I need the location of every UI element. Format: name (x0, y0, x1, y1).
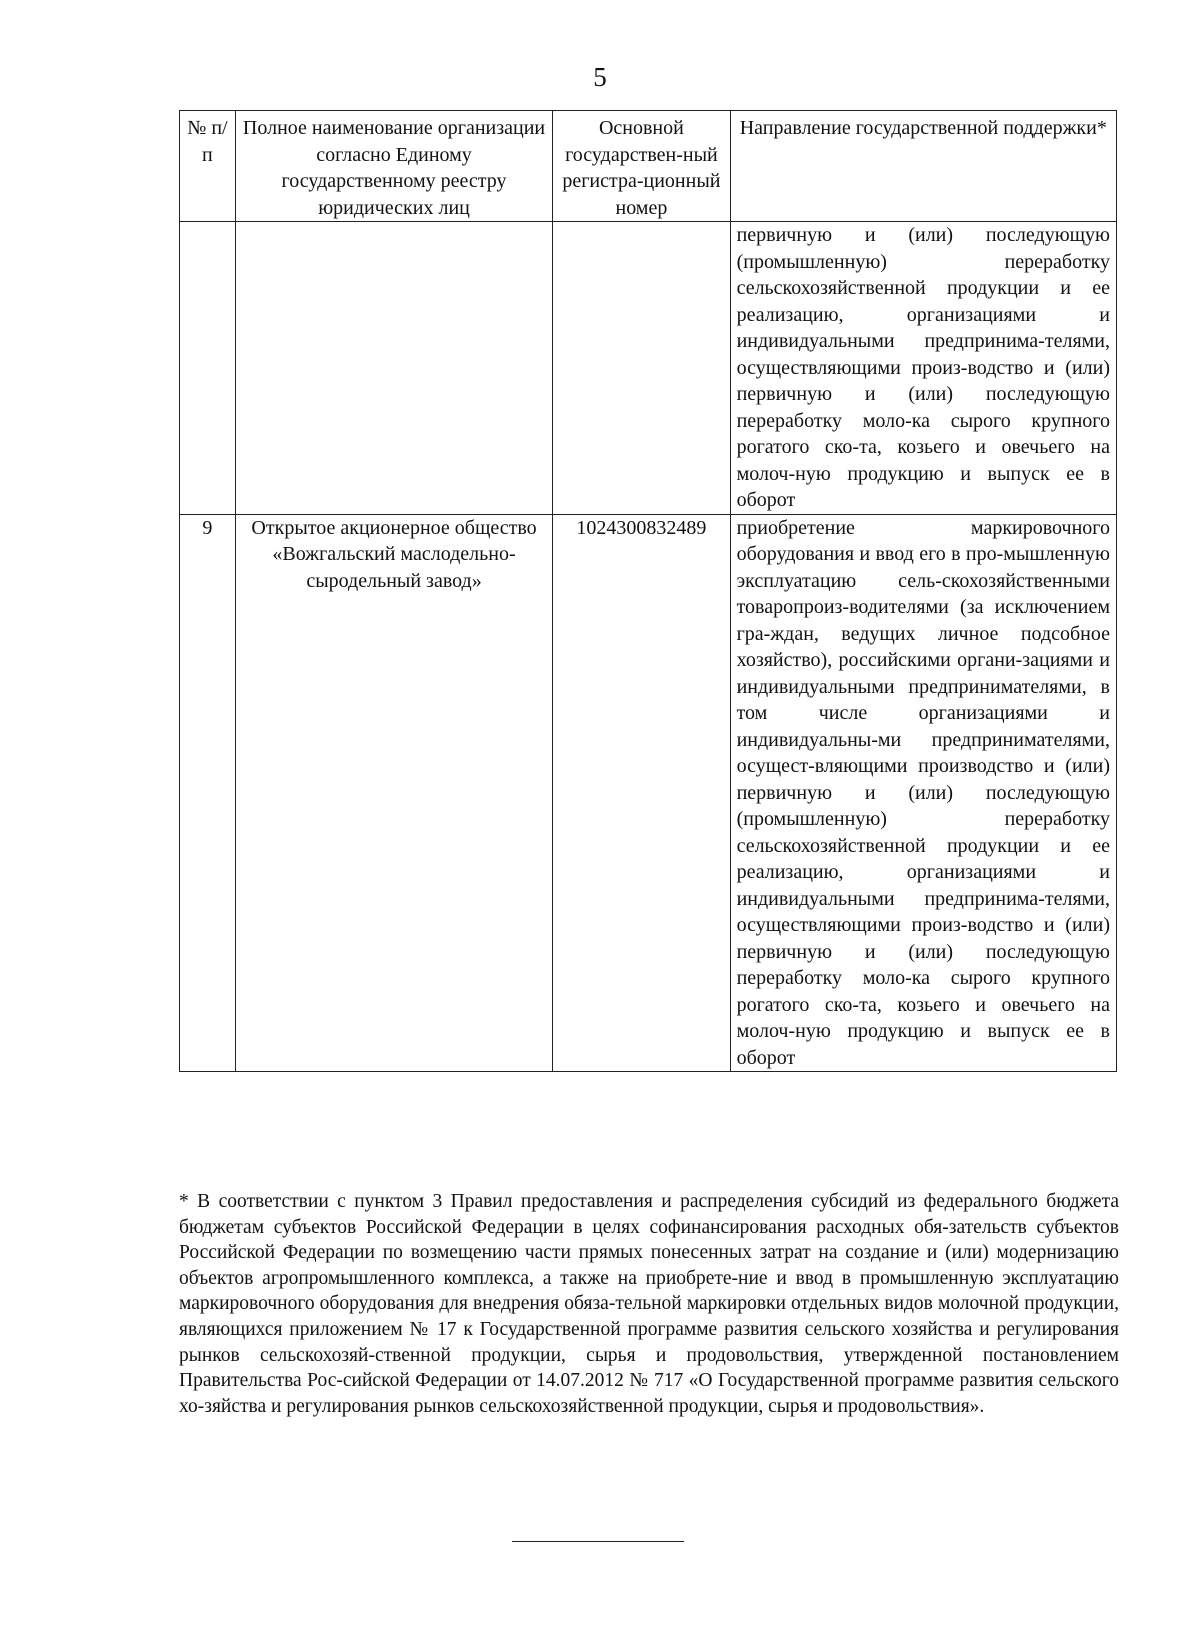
ogrn-value: 1024300832489 (553, 514, 730, 1072)
end-divider (512, 1541, 684, 1542)
table-row (180, 514, 1117, 1072)
row-number: 9 (180, 514, 236, 1072)
header-organization-name: Полное наименование организации согласно Единому государственному реестру юридических лиц (235, 111, 552, 222)
ogrn-value (553, 222, 730, 515)
header-support-direction: Направление государственной поддержки* (730, 111, 1116, 222)
footnote: * В соответствии с пунктом 3 Правил предоставления и распределения субсидий из федерального бюджета бюджетам субъектов Российской Федерации в целях софинансирования расходных обя-зательств субъектов Российской Федерации по возмещению части прямых понесенных затрат на создание и (или) модернизацию объектов агропромышленного комплекса, а также на приобрете-ние и ввод в промышленную эксплуатацию маркировочного оборудования для внедрения обяза-тельной маркировки отдельных видов молочной продукции, являющихся приложением № 17 к Государственной программе развития сельского хозяйства и регулирования рынков сельскохозяй-ственной продукции, сырья и продовольствия, утвержденной постановлением Правительства Рос-сийской Федерации от 14.07.2012 № 717 «О Государственной программе развития сельского хо-зяйства и регулирования рынков сельскохозяйственной продукции, сырья и продовольствия». (179, 1191, 1119, 1417)
organization-name (235, 222, 552, 515)
header-ogrn: Основной государствен-ный регистра-ционный номер (553, 111, 730, 222)
support-direction: приобретение маркировочного оборудования и ввод его в про-мышленную эксплуатацию сель-скохозяйственными товаропроиз-водителями (за исключением гра-ждан, ведущих личное подсобное хозяйство), российскими органи-зациями и индивидуальными предпринимателями, в том числе организациями и индивидуальны-ми предпринимателями, осущест-вляющими производство и (или) первичную и (или) последующую (промышленную) переработку сельскохозяйственной продукции и ее реализацию, организациями и индивидуальными предпринима-телями, осуществляющими произ-водство и (или) первичную и (или) последующую переработку моло-ка сырого крупного рогатого ско-та, козьего и овечьего на молоч-ную продукцию и выпуск ее в оборот (730, 514, 1116, 1072)
header-number: № п/п (180, 111, 236, 222)
organization-name: Открытое акционерное общество «Вожгальский маслодельно-сыродельный завод» (235, 514, 552, 1072)
support-direction: первичную и (или) последующую (промышленную) переработку сельскохозяйственной продукции и ее реализацию, организациями и индивидуальными предпринима-телями, осуществляющими произ-водство и (или) первичную и (или) последующую переработку моло-ка сырого крупного рогатого ско-та, козьего и овечьего на молоч-ную продукцию и выпуск ее в оборот (730, 222, 1116, 515)
table-row (180, 222, 1117, 515)
page-number: 5 (593, 62, 607, 92)
organizations-table (179, 110, 1117, 1072)
row-number (180, 222, 236, 515)
table-header-row (180, 111, 1117, 222)
